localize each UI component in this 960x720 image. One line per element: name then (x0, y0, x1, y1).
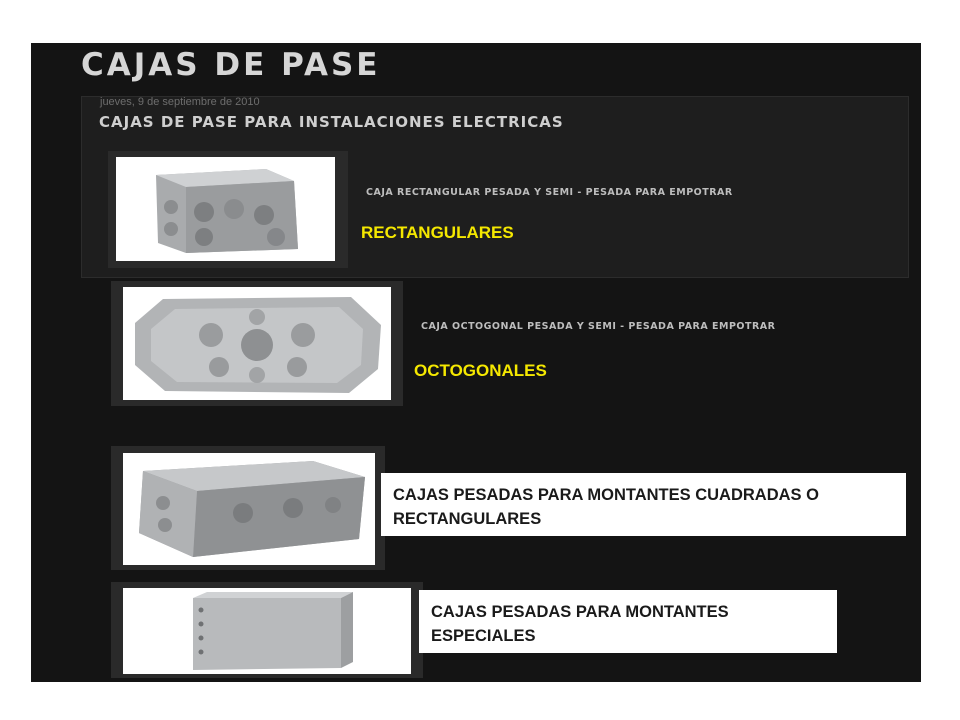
caja-especial-photo (123, 588, 411, 674)
item-caption: CAJAS PESADAS PARA MONTANTES ESPECIALES (419, 590, 837, 653)
caja-rectangular-photo (116, 157, 335, 261)
post-title: CAJAS DE PASE PARA INSTALACIONES ELECTRICAS (99, 113, 564, 131)
item-label: OCTOGONALES (414, 361, 547, 380)
slide (31, 43, 921, 682)
caja-octogonal-photo (123, 287, 391, 400)
item-caption: CAJAS PESADAS PARA MONTANTES CUADRADAS O RECTANGULARES (381, 473, 906, 536)
item-description: CAJA OCTOGONAL PESADA Y SEMI - PESADA PARA EMPOTRAR (421, 321, 776, 332)
item-label: RECTANGULARES (361, 223, 514, 242)
caja-montante-photo (123, 453, 375, 565)
page-title: CAJAS DE PASE (81, 47, 381, 83)
post-date: jueves, 9 de septiembre de 2010 (100, 96, 260, 108)
item-description: CAJA RECTANGULAR PESADA Y SEMI - PESADA PARA EMPOTRAR (366, 187, 733, 198)
